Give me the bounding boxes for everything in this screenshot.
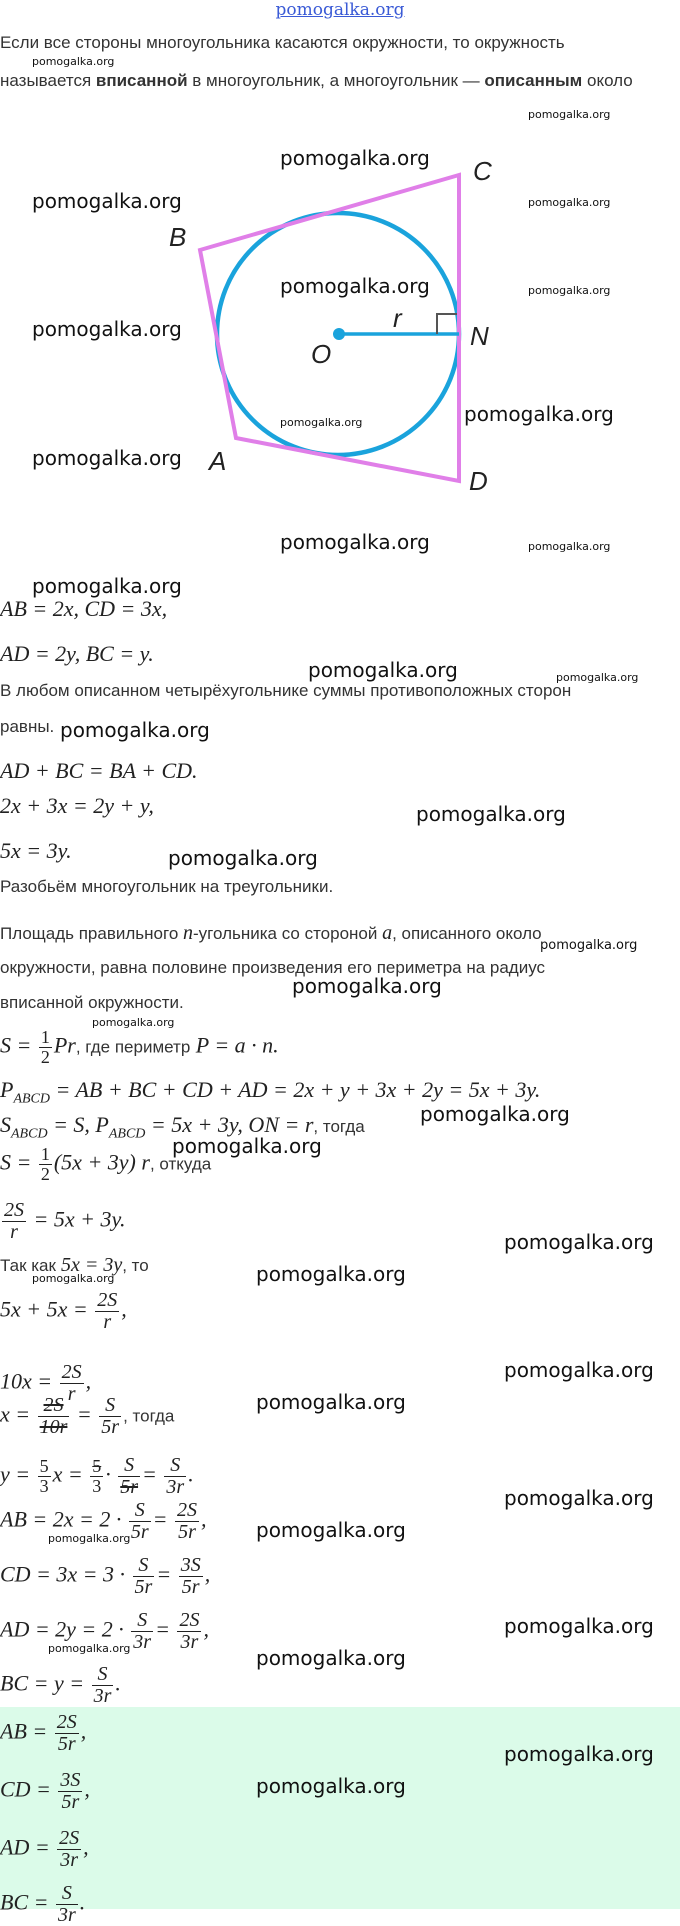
area-text-b: окружности, равна половине произведения его периметра на радиус	[0, 958, 546, 977]
watermark: pomogalka.org	[280, 416, 363, 429]
watermark: pomogalka.org	[528, 284, 611, 297]
opposite-sides-text-a: В любом описанном четырёхугольнике суммы противоположных сторон	[0, 681, 572, 700]
watermark: pomogalka.org	[92, 1016, 175, 1029]
watermark: pomogalka.org	[528, 540, 611, 553]
watermark: pomogalka.org	[32, 1272, 115, 1285]
eq-s-abcd: $S_{ABCD} = S$, $P_{ABCD} = 5x + 3y$, ON = r, тогда	[0, 1112, 365, 1142]
watermark: pomogalka.org	[32, 189, 182, 213]
term-circumscribed: описанным	[484, 71, 583, 90]
watermark: pomogalka.org	[420, 1102, 570, 1126]
watermark: pomogalka.org	[32, 574, 182, 598]
answer-highlight	[0, 1707, 680, 1909]
eq-10x: 10x = $\frac{2S}{r}$ ,	[0, 1361, 92, 1405]
watermark: pomogalka.org	[280, 274, 430, 298]
area-text-a: Площадь правильного n-угольника со стороной a, описанного около	[0, 922, 542, 944]
given-line-1: AB = 2x, CD = 3x,	[0, 596, 168, 621]
watermark: pomogalka.org	[308, 658, 458, 682]
intro-line-1: Если все стороны многоугольника касаются окружности, то окружность	[0, 33, 565, 52]
eq-two-s-r: $\frac{2S}{r}$ = 5x + 3y.	[4, 1199, 126, 1243]
watermark: pomogalka.org	[256, 1390, 406, 1414]
site-header-link[interactable]: pomogalka.org	[275, 0, 405, 20]
eq-cd: CD = 3x = 3 · $\frac{S}{5r}$ = $\frac{3S}{5r}$ ,	[0, 1554, 211, 1598]
center-point-o	[333, 328, 345, 340]
watermark: pomogalka.org	[256, 1518, 406, 1542]
watermark: pomogalka.org	[60, 718, 210, 742]
watermark: pomogalka.org	[32, 55, 115, 68]
watermark: pomogalka.org	[528, 196, 611, 209]
label-o: O	[311, 339, 332, 369]
watermark: pomogalka.org	[504, 1742, 654, 1766]
label-b: B	[169, 222, 187, 252]
watermark: pomogalka.org	[32, 317, 182, 341]
watermark: pomogalka.org	[416, 802, 566, 826]
watermark: pomogalka.org	[280, 146, 430, 170]
answer-bc: BC = $\frac{S}{3r}$ .	[0, 1882, 86, 1926]
quadrilateral-abcd	[200, 175, 459, 481]
intro-line-2: называется вписанной в многоугольник, а многоугольник — описанным около	[0, 71, 633, 90]
eq-since: Так как 5x = 3y, то	[0, 1254, 149, 1276]
watermark: pomogalka.org	[172, 1134, 322, 1158]
watermark: pomogalka.org	[256, 1262, 406, 1286]
watermark: pomogalka.org	[280, 530, 430, 554]
watermark: pomogalka.org	[292, 974, 442, 998]
watermark: pomogalka.org	[556, 671, 639, 684]
watermark: pomogalka.org	[168, 846, 318, 870]
label-a: A	[209, 446, 227, 476]
eq-perimeter-abcd: $P_{ABCD}$ = AB + BC + CD + AD = 2x + y + 3x + 2y = 5x + 3y.	[0, 1077, 541, 1107]
opposite-sides-text-b: равны.	[0, 717, 55, 736]
eq-y: y = $\frac{5}{3}$ x = $\frac{5}{3}$ · $\frac{S}{5r}$ = $\frac{S}{3r}$ .	[0, 1454, 194, 1498]
label-r: r	[393, 303, 402, 333]
label-n: N	[470, 321, 489, 351]
eq-area-formula: S = $\frac{1}{2}$ Pr, где периметр P = a · n.	[0, 1027, 279, 1067]
eq-x: x = $\frac{2S}{10r}$ = $\frac{S}{5r}$ , тогда	[0, 1394, 175, 1438]
watermark: pomogalka.org	[48, 1532, 131, 1545]
eq-5x: 5x + 5x = $\frac{2S}{r}$ ,	[0, 1289, 127, 1333]
given-line-2: AD = 2y, BC = y.	[0, 641, 154, 666]
watermark: pomogalka.org	[32, 446, 182, 470]
watermark: pomogalka.org	[528, 108, 611, 121]
label-c: C	[473, 156, 492, 186]
right-angle-mark	[437, 314, 457, 334]
watermark: pomogalka.org	[256, 1774, 406, 1798]
split-text: Разобьём многоугольник на треугольники.	[0, 877, 334, 896]
eq-ab: AB = 2x = 2 · $\frac{S}{5r}$ = $\frac{2S}{5r}$ ,	[0, 1499, 207, 1543]
label-d: D	[469, 466, 488, 496]
eq-s-half: S = $\frac{1}{2}$ (5x + 3y) r, откуда	[0, 1144, 212, 1184]
eq-result: 5x = 3y.	[0, 838, 72, 863]
watermark: pomogalka.org	[256, 1646, 406, 1670]
watermark: pomogalka.org	[504, 1486, 654, 1510]
fraction-half: $\frac{1}{2}$	[40, 1027, 50, 1067]
eq-sum-sides: AD + BC = BA + CD.	[0, 758, 198, 783]
answer-ad: AD = $\frac{2S}{3r}$ ,	[0, 1827, 89, 1871]
watermark: pomogalka.org	[464, 402, 614, 426]
answer-cd: CD = $\frac{3S}{5r}$ ,	[0, 1769, 90, 1813]
term-inscribed: вписанной	[95, 71, 188, 90]
watermark: pomogalka.org	[504, 1358, 654, 1382]
watermark: pomogalka.org	[504, 1230, 654, 1254]
eq-bc: BC = y = $\frac{S}{3r}$ .	[0, 1663, 121, 1707]
watermark: pomogalka.org	[504, 1614, 654, 1638]
answer-ab: AB = $\frac{2S}{5r}$ ,	[0, 1711, 87, 1755]
watermark: pomogalka.org	[540, 938, 638, 953]
eq-subst: 2x + 3x = 2y + y,	[0, 793, 154, 818]
area-text-c: вписанной окружности.	[0, 993, 184, 1012]
eq-ad: AD = 2y = 2 · $\frac{S}{3r}$ = $\frac{2S}{3r}$ ,	[0, 1609, 209, 1653]
watermark: pomogalka.org	[48, 1642, 131, 1655]
